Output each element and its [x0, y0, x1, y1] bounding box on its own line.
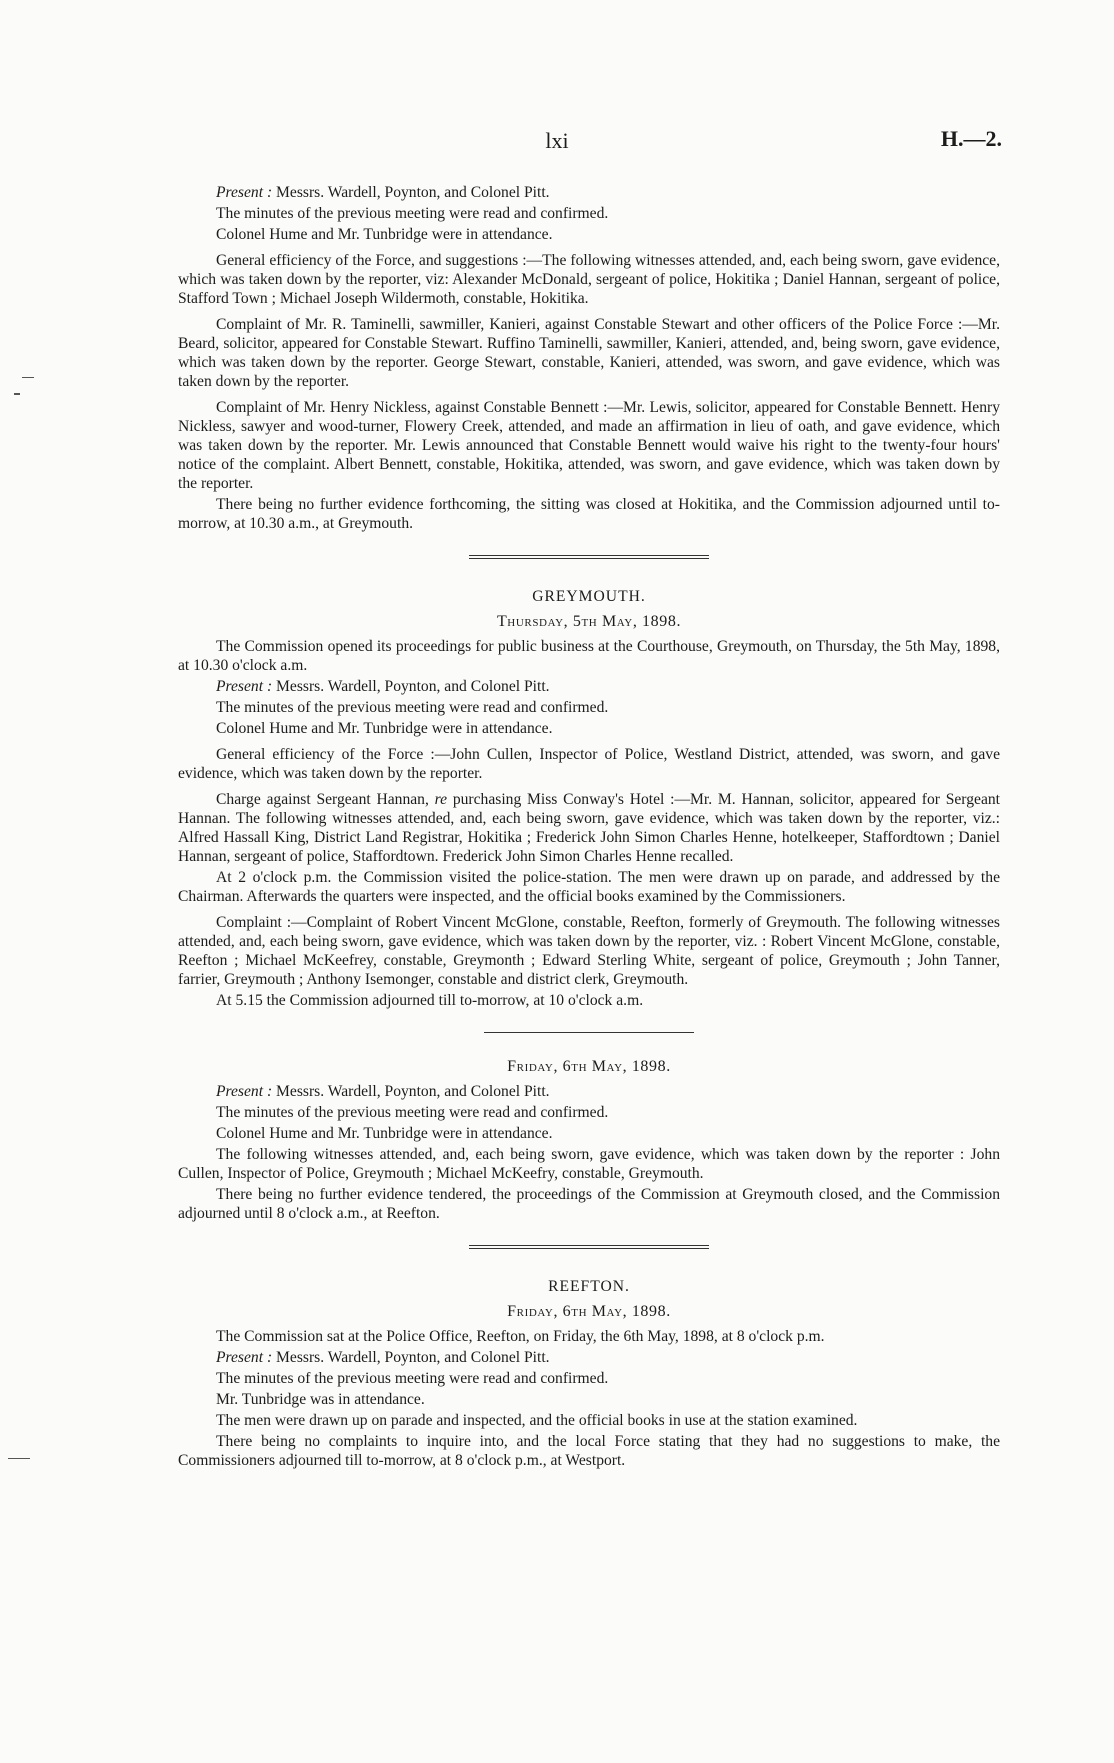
paragraph: The following witnesses attended, and, each being sworn, gave evidence, which was taken down by the reporter : John Cullen, Inspector of Police, Greymouth ; Michael McKeefry, constable, Greymouth.: [178, 1146, 1000, 1182]
paragraph: [178, 790, 1000, 866]
paragraph: The Commission sat at the Police Office, Reefton, on Friday, the 6th May, 1898, at 8 o'clock p.m.: [216, 1328, 825, 1345]
paragraph: Complaint of Mr. Henry Nickless, against Constable Bennett :—Mr. Lewis, solicitor, appeared for Constable Bennett. Henry Nickless, sawyer and wood-turner, Flowery Creek, attended, and made an affirmation in lieu of oath, and gave evidence, which was taken down by the reporter. Mr. Lewis announced that Constable Bennett would waive his right to the twenty-four hours' notice of the complaint. Albert Bennett, constable, Hokitika, attended, was sworn, and gave evidence, which was taken down by the reporter.: [178, 399, 1000, 492]
re-italic: re: [434, 791, 448, 808]
paragraph: [178, 1348, 1000, 1367]
paragraph: Colonel Hume and Mr. Tunbridge were in attendance.: [216, 720, 553, 737]
margin-mark: [8, 1458, 30, 1459]
present-label: Present :: [216, 184, 273, 201]
paragraph: [178, 1082, 1000, 1101]
document-reference: H.—2.: [940, 126, 1002, 151]
paragraph: General efficiency of the Force, and suggestions :—The following witnesses attended, and, each being sworn, gave evidence, which was taken down by the reporter, viz: Alexander McDonald, sergeant of police, Hokitika ; Daniel Hannan, sergeant of police, Stafford Town ; Michael Joseph Wildermoth, constable, Hokitika.: [178, 252, 1000, 307]
present-label: Present :: [216, 1349, 273, 1366]
paragraph: Colonel Hume and Mr. Tunbridge were in attendance.: [216, 226, 553, 243]
section-divider: [469, 555, 709, 559]
date-heading: Friday, 6th May, 1898.: [507, 1303, 671, 1320]
paragraph: The minutes of the previous meeting were read and confirmed.: [216, 1104, 609, 1121]
paragraph: The minutes of the previous meeting were read and confirmed.: [216, 699, 609, 716]
section-divider: [469, 1245, 709, 1249]
paragraph: General efficiency of the Force :—John Cullen, Inspector of Police, Westland District, attended, was sworn, and gave evidence, which was taken down by the reporter.: [178, 746, 1000, 782]
paragraph: Colonel Hume and Mr. Tunbridge were in attendance.: [216, 1125, 553, 1142]
margin-mark: [22, 377, 34, 378]
present-text: Messrs. Wardell, Poynton, and Colonel Pitt.: [272, 1349, 550, 1366]
present-text: Messrs. Wardell, Poynton, and Colonel Pitt.: [272, 184, 550, 201]
document-body: [178, 183, 1000, 1472]
section-divider: [484, 1032, 694, 1033]
page-number: lxi: [545, 128, 569, 153]
paragraph: The men were drawn up on parade and inspected, and the official books in use at the station examined.: [216, 1412, 858, 1429]
place-heading: REEFTON.: [548, 1278, 630, 1295]
paragraph: There being no further evidence tendered, the proceedings of the Commission at Greymouth closed, and the Commission adjourned until 8 o'clock a.m., at Reefton.: [178, 1186, 1000, 1222]
paragraph: Complaint of Mr. R. Taminelli, sawmiller, Kanieri, against Constable Stewart and other officers of the Police Force :—Mr. Beard, solicitor, appeared for Constable Stewart. Ruffino Taminelli, sawmiller, Kanieri, attended, and, being sworn, gave evidence, which was taken down by the reporter. George Stewart, constable, Kanieri, attended, was sworn, and gave evidence, which was taken down by the reporter.: [178, 316, 1000, 390]
present-text: Messrs. Wardell, Poynton, and Colonel Pitt.: [272, 1083, 550, 1100]
place-heading: GREYMOUTH.: [532, 588, 646, 605]
paragraph: There being no complaints to inquire into, and the local Force stating that they had no suggestions to make, the Commissioners adjourned till to-morrow, at 8 o'clock p.m., at Westport.: [178, 1433, 1000, 1469]
margin-mark: [14, 393, 20, 395]
paragraph: At 2 o'clock p.m. the Commission visited the police-station. The men were drawn up on parade, and addressed by the Chairman. Afterwards the quarters were inspected, and the official books examined by the Commissioners.: [178, 869, 1000, 905]
text-run: purchasing Miss Conway's Hotel :—Mr. M. Hannan, solicitor, appeared for Sergeant Hannan. The following witnesses attended, and, each being sworn, gave evidence, which was taken down by the reporter, viz.: Alfred Hassall King, District Land Registrar, Hokitika ; Frederick John Simon Charles Henne, hotelkeeper, Staffordtown ; Daniel Hannan, sergeant of police, Staffordtown. Frederick John Simon Charles Henne recalled.: [178, 791, 1000, 865]
present-text: Messrs. Wardell, Poynton, and Colonel Pitt.: [272, 678, 550, 695]
paragraph: Mr. Tunbridge was in attendance.: [216, 1391, 425, 1408]
paragraph: [178, 183, 1000, 202]
paragraph: The Commission opened its proceedings for public business at the Courthouse, Greymouth, on Thursday, the 5th May, 1898, at 10.30 o'clock a.m.: [178, 638, 1000, 674]
date-heading: Friday, 6th May, 1898.: [507, 1058, 671, 1075]
present-label: Present :: [216, 1083, 273, 1100]
paragraph: At 5.15 the Commission adjourned till to-morrow, at 10 o'clock a.m.: [216, 992, 644, 1009]
date-heading: Thursday, 5th May, 1898.: [496, 613, 682, 630]
paragraph: [178, 677, 1000, 696]
paragraph: The minutes of the previous meeting were read and confirmed.: [216, 205, 609, 222]
paragraph: The minutes of the previous meeting were read and confirmed.: [216, 1370, 609, 1387]
paragraph: There being no further evidence forthcoming, the sitting was closed at Hokitika, and the Commission adjourned until to-morrow, at 10.30 a.m., at Greymouth.: [178, 496, 1000, 532]
paragraph: Complaint :—Complaint of Robert Vincent McGlone, constable, Reefton, formerly of Greymouth. The following witnesses attended, and, each being sworn, gave evidence, which was taken down by the reporter, viz. : Robert Vincent McGlone, constable, Reefton ; Michael McKeefrey, constable, Greymonth ; Edward Sterling White, sergeant of police, Greymouth ; John Tanner, farrier, Greymouth ; Anthony Isemonger, constable and district clerk, Greymouth.: [178, 914, 1000, 988]
text-run: Charge against Sergeant Hannan,: [216, 791, 435, 808]
present-label: Present :: [216, 678, 273, 695]
